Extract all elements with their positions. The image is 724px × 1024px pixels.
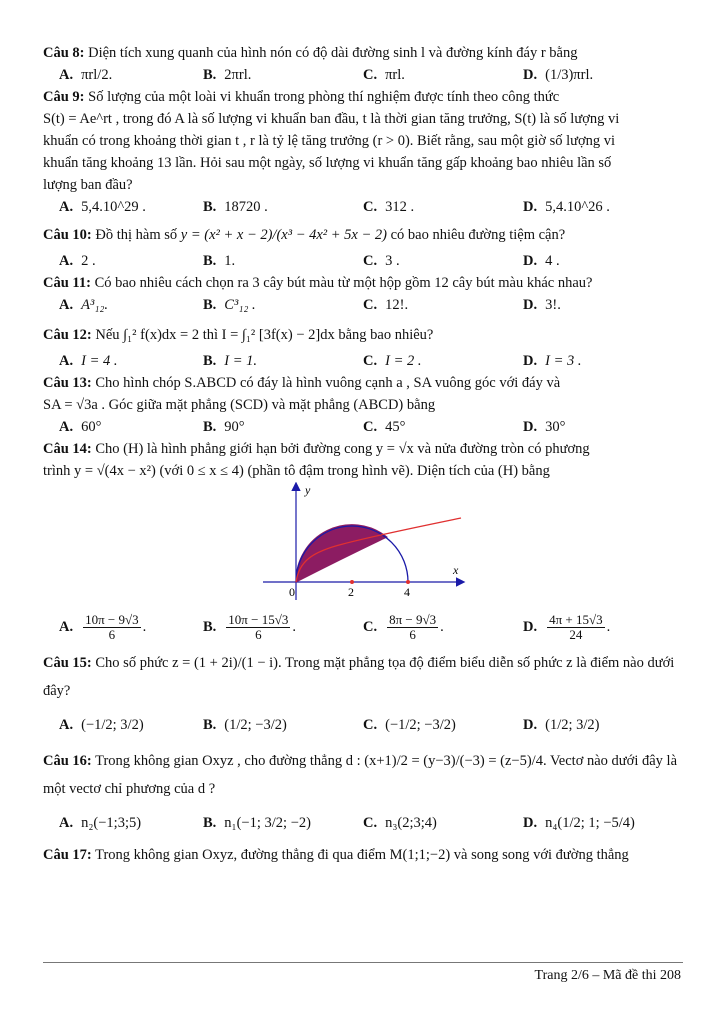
options-row xyxy=(43,64,683,86)
options-row xyxy=(43,416,683,438)
option-b[interactable]: B. 2πrl. xyxy=(203,67,252,83)
question-15: Câu 15: Cho số phức z = (1 + 2i)/(1 − i). Trong mặt phẳng tọa độ điểm biểu diễn số phức z là điểm nào dưới xyxy=(43,655,675,671)
option-d[interactable]: D. n₄(1/2; 1; −5/4) xyxy=(523,815,635,831)
option-d[interactable]: D. 30° xyxy=(523,419,566,435)
options-row xyxy=(43,710,683,740)
option-d[interactable]: D. I = 3 . xyxy=(523,353,582,369)
options-row xyxy=(43,350,683,372)
option-b[interactable]: B. 18720 . xyxy=(203,199,268,215)
option-b[interactable]: B. (1/2; −3/2) xyxy=(203,717,287,733)
question-11: Câu 11: Có bao nhiêu cách chọn ra 3 cây bút màu từ một hộp gồm 12 cây bút màu khác nhau? xyxy=(43,275,593,291)
options-row xyxy=(43,250,683,272)
question-label: Câu 8: xyxy=(43,45,85,61)
option-d[interactable]: D. (1/3)πrl. xyxy=(523,67,594,83)
option-a[interactable]: A. (−1/2; 3/2) xyxy=(59,717,144,733)
option-c[interactable]: C. I = 2 . xyxy=(363,353,422,369)
tick-0: 0 xyxy=(289,585,295,599)
question-13: Câu 13: Cho hình chóp S.ABCD có đáy là hình vuông cạnh a , SA vuông góc với đáy và xyxy=(43,375,561,391)
option-d[interactable]: D. 4 . xyxy=(523,253,560,269)
option-b[interactable]: B. n₁(−1; 3/2; −2) xyxy=(203,815,311,831)
tick-2: 2 xyxy=(348,585,354,599)
question-label: Câu 17: xyxy=(43,847,92,863)
question-17: Câu 17: Trong không gian Oxyz, đường thẳng đi qua điểm M(1;1;−2) và song song với đường thẳng xyxy=(43,847,629,863)
question-text-line: khuẩn tăng khoảng 13 lần. Hỏi sau một ngày, số lượng vi khuẩn tăng gấp khoảng bao nhiêu lần số xyxy=(43,155,612,171)
question-label: Câu 13: xyxy=(43,375,92,391)
area-graph xyxy=(43,482,683,604)
point-4 xyxy=(406,580,410,584)
question-text-line: một vectơ chỉ phương của d ? xyxy=(43,781,216,797)
option-b[interactable]: B. C³₁₂ . xyxy=(203,297,256,313)
graph-svg xyxy=(43,482,683,604)
option-d[interactable]: D. $\frac{4\pi + 15√3}{24}$ . xyxy=(523,611,611,642)
options-row xyxy=(43,808,683,838)
question-9: Câu 9: Số lượng của một loài vi khuẩn trong phòng thí nghiệm được tính theo công thức xyxy=(43,89,560,105)
option-a[interactable]: A. n₂(−1;3;5) xyxy=(59,815,142,831)
options-row xyxy=(43,294,683,316)
question-label: Câu 16: xyxy=(43,753,92,769)
option-c[interactable]: C. 312 . xyxy=(363,199,415,215)
function-formula: y = (x² + x − 2)/(x³ − 4x² + 5x − 2) xyxy=(180,227,387,243)
question-text-line: lượng ban đầu? xyxy=(43,177,133,193)
page-footer: Trang 2/6 – Mã đề thi 208 xyxy=(534,968,681,983)
option-d[interactable]: D. (1/2; 3/2) xyxy=(523,717,600,733)
footer-divider xyxy=(43,962,683,963)
option-c[interactable]: C. πrl. xyxy=(363,67,405,83)
question-10: Câu 10: Đồ thị hàm số y = (x² + x − 2)/(x³ − 4x² + 5x − 2) có bao nhiêu đường tiệm cận? xyxy=(43,227,566,243)
option-c[interactable]: C. 12!. xyxy=(363,297,409,313)
option-c[interactable]: C. n₃(2;3;4) xyxy=(363,815,437,831)
shaded-region-h xyxy=(296,525,387,582)
option-d[interactable]: D. 5,4.10^26 . xyxy=(523,199,610,215)
option-a[interactable]: A. 5,4.10^29 . xyxy=(59,199,146,215)
question-text: Diện tích xung quanh của hình nón có độ dài đường sinh l và đường kính đáy r bằng xyxy=(84,45,578,61)
option-c[interactable]: C. (−1/2; −3/2) xyxy=(363,717,456,733)
option-b[interactable]: B. $\frac{10\pi - 15√3}{6}$ . xyxy=(203,611,296,642)
exam-page xyxy=(43,42,683,866)
question-16: Câu 16: Trong không gian Oxyz , cho đường thẳng d : (x+1)/2 = (y−3)/(−3) = (z−5)/4. Vectơ nào dưới đây là xyxy=(43,753,678,769)
options-row xyxy=(43,610,683,644)
question-text-line: khuẩn có trong khoảng thời gian t , r là tỷ lệ tăng trưởng (r > 0). Biết rằng, sau một giờ số lượng vi xyxy=(43,133,616,149)
question-label: Câu 10: xyxy=(43,227,92,243)
option-a[interactable]: A. $\frac{10\pi - 9√3}{6}$ . xyxy=(59,611,147,642)
x-axis-label: x xyxy=(453,563,459,577)
question-text-line: SA = √3a . Góc giữa mặt phẳng (SCD) và mặt phẳng (ABCD) bằng xyxy=(43,397,436,413)
question-text-line: S(t) = Ae^rt , trong đó A là số lượng vi khuẩn ban đầu, t là thời gian tăng trưởng, S(t) là số lượng vi xyxy=(43,111,620,127)
question-label: Câu 12: xyxy=(43,327,92,343)
y-axis-label: y xyxy=(305,483,311,497)
option-a[interactable]: A. A³₁₂. xyxy=(59,297,109,313)
point-2 xyxy=(350,580,354,584)
options-row xyxy=(43,196,683,218)
option-b[interactable]: B. I = 1. xyxy=(203,353,258,369)
question-label: Câu 9: xyxy=(43,89,85,105)
question-12: Câu 12: Nếu ∫₁² f(x)dx = 2 thì I = ∫₁² [3f(x) − 2]dx bằng bao nhiêu? xyxy=(43,327,434,343)
option-a[interactable]: A. 2 . xyxy=(59,253,96,269)
question-label: Câu 15: xyxy=(43,655,92,671)
option-c[interactable]: C. 3 . xyxy=(363,253,400,269)
question-label: Câu 11: xyxy=(43,275,91,291)
question-8 xyxy=(43,42,683,64)
question-text-line: đây? xyxy=(43,683,71,699)
option-b[interactable]: B. 90° xyxy=(203,419,245,435)
option-a[interactable]: A. 60° xyxy=(59,419,102,435)
option-d[interactable]: D. 3!. xyxy=(523,297,561,313)
option-b[interactable]: B. 1. xyxy=(203,253,236,269)
tick-4: 4 xyxy=(404,585,410,599)
option-c[interactable]: C. 45° xyxy=(363,419,406,435)
question-text-line: trình y = √(4x − x²) (với 0 ≤ x ≤ 4) (phần tô đậm trong hình vẽ). Diện tích của (H) bằng xyxy=(43,463,550,479)
option-a[interactable]: A. I = 4 . xyxy=(59,353,118,369)
option-a[interactable]: A. πrl/2. xyxy=(59,67,113,83)
question-label: Câu 14: xyxy=(43,441,92,457)
option-c[interactable]: C. $\frac{8\pi - 9√3}{6}$ . xyxy=(363,611,444,642)
question-14: Câu 14: Cho (H) là hình phẳng giới hạn bởi đường cong y = √x và nửa đường tròn có phương xyxy=(43,441,590,457)
